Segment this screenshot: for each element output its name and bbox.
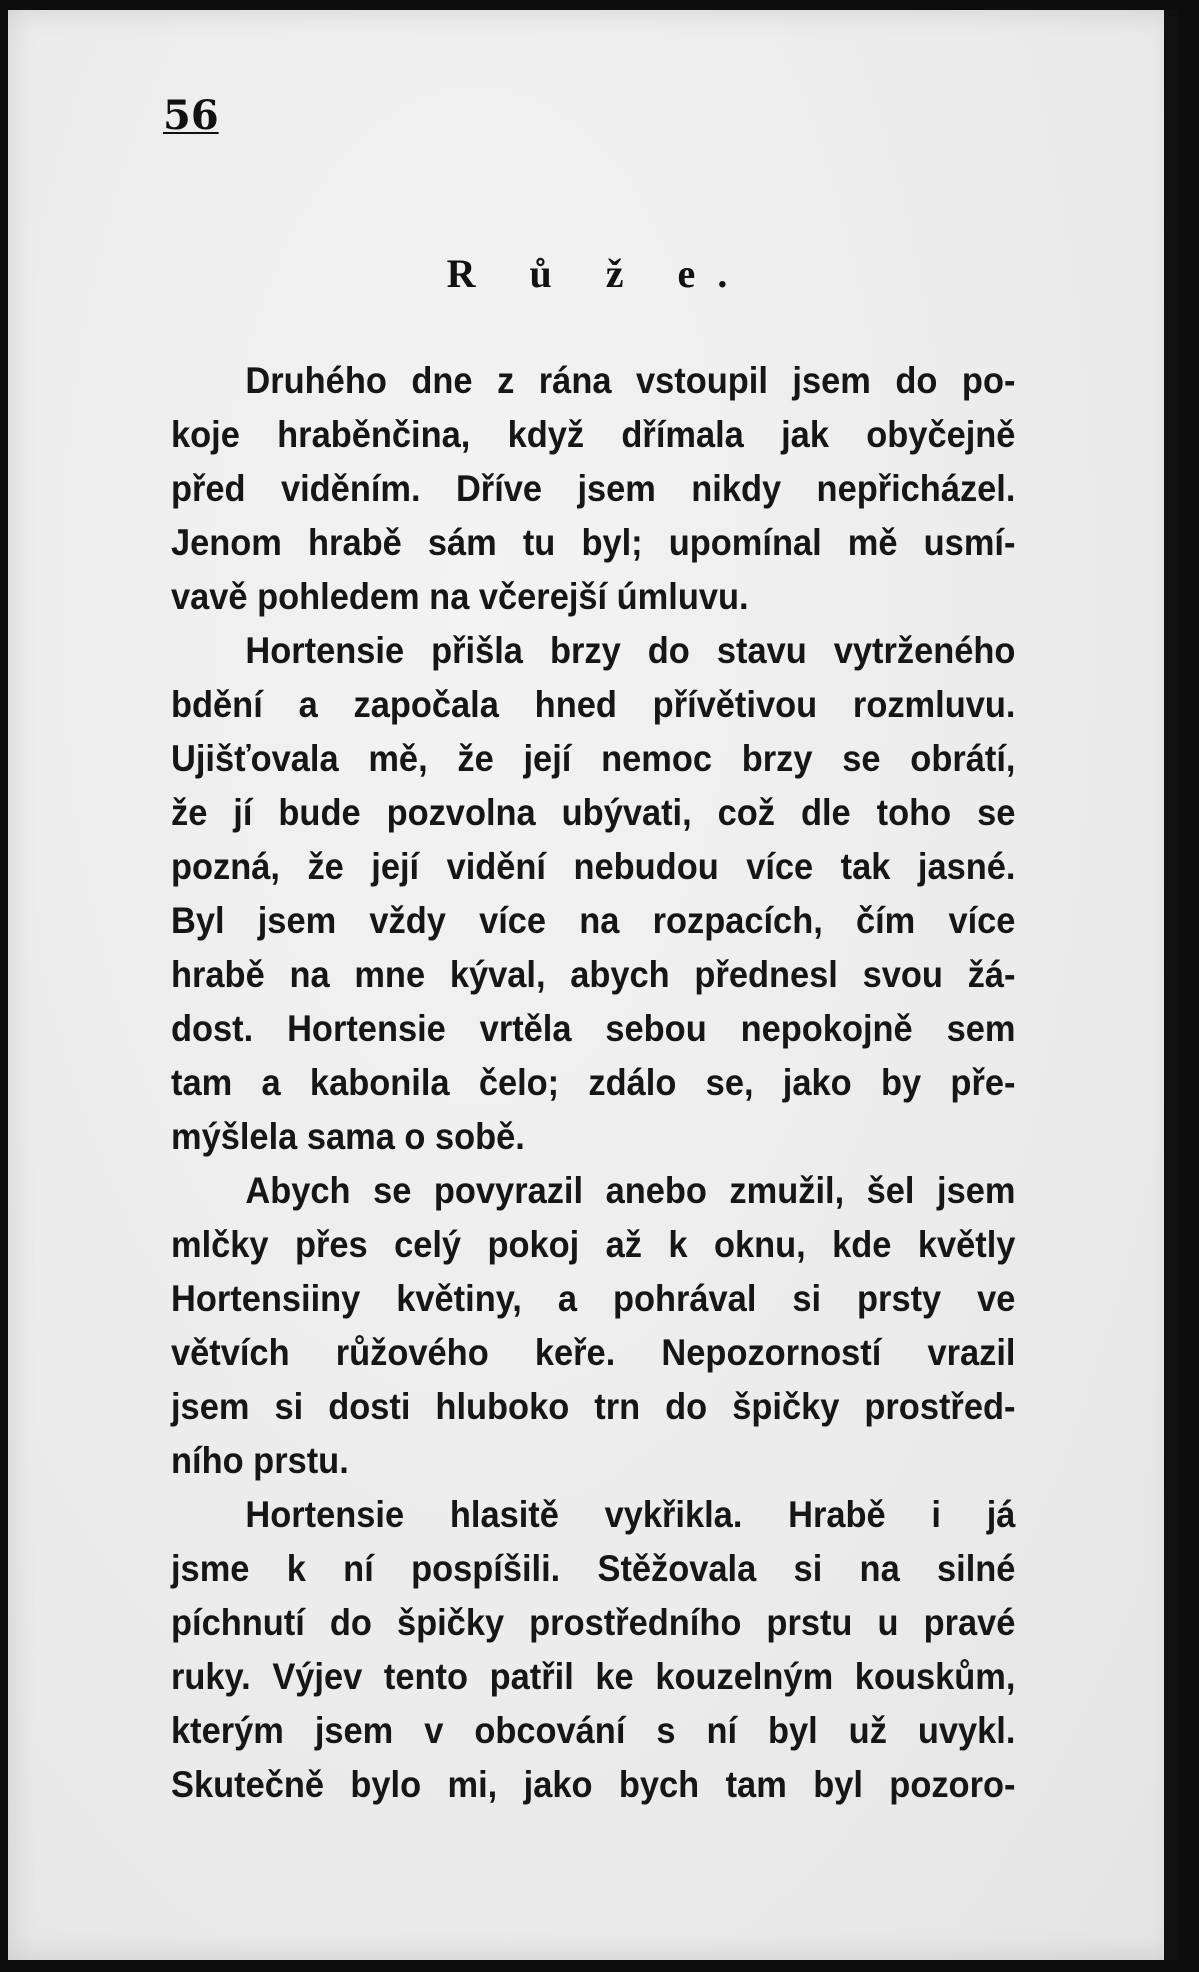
text-line: Druhého dne z rána vstoupil jsem do po- xyxy=(245,360,1016,401)
text-line: Skutečně bylo mi, jako bych tam byl pozoro- xyxy=(171,1764,1016,1805)
text-line: ního prstu. xyxy=(171,1440,349,1481)
text-line: koje hraběnčina, když dřímala jak obyčejně xyxy=(171,414,1016,455)
text-line: Abych se povyrazil anebo zmužil, šel jsem xyxy=(245,1170,1016,1211)
text-line: tam a kabonila čelo; zdálo se, jako by pře- xyxy=(171,1062,1016,1103)
text-line: jsme k ní pospíšili. Stěžovala si na silné xyxy=(171,1548,1016,1589)
page-spine-edge xyxy=(1164,10,1178,1960)
text-line: hrabě na mne kýval, abych přednesl svou žá- xyxy=(171,954,1016,995)
text-line: před viděním. Dříve jsem nikdy nepřicházel. xyxy=(171,468,1016,509)
text-line: mlčky přes celý pokoj až k oknu, kde květly xyxy=(171,1224,1016,1265)
text-line: píchnutí do špičky prostředního prstu u pravé xyxy=(171,1602,1016,1643)
text-line: Byl jsem vždy více na rozpacích, čím více xyxy=(171,900,1016,941)
text-line: že jí bude pozvolna ubývati, což dle toho se xyxy=(171,792,1016,833)
text-line: bdění a započala hned přívětivou rozmluvu. xyxy=(171,684,1016,725)
text-line: Hortensie hlasitě vykřikla. Hrabě i já xyxy=(245,1494,1016,1535)
text-line: jsem si dosti hluboko trn do špičky prostřed- xyxy=(171,1386,1016,1427)
text-line: pozná, že její vidění nebudou více tak jasné. xyxy=(171,846,1016,887)
chapter-title: R ů ž e. xyxy=(446,251,750,296)
text-line: Ujišťovala mě, že její nemoc brzy se obrátí, xyxy=(171,738,1016,779)
text-line: kterým jsem v obcování s ní byl už uvykl. xyxy=(171,1710,1016,1751)
body-text xyxy=(171,354,1015,1812)
text-line: ruky. Výjev tento patřil ke kouzelným kouskům, xyxy=(171,1656,1016,1697)
text-line: dost. Hortensie vrtěla sebou nepokojně sem xyxy=(171,1008,1016,1049)
text-line: Jenom hrabě sám tu byl; upomínal mě usmí- xyxy=(171,522,1016,563)
text-line: mýšlela sama o sobě. xyxy=(171,1116,525,1157)
text-line: Hortensiiny květiny, a pohrával si prsty ve xyxy=(171,1278,1016,1319)
text-line: vavě pohledem na včerejší úmluvu. xyxy=(171,576,749,617)
text-line: Hortensie přišla brzy do stavu vytrženého xyxy=(245,630,1016,671)
book-page xyxy=(8,10,1178,1960)
text-line: větvích růžového keře. Nepozorností vrazil xyxy=(171,1332,1016,1373)
page-number: 56 xyxy=(163,92,219,139)
